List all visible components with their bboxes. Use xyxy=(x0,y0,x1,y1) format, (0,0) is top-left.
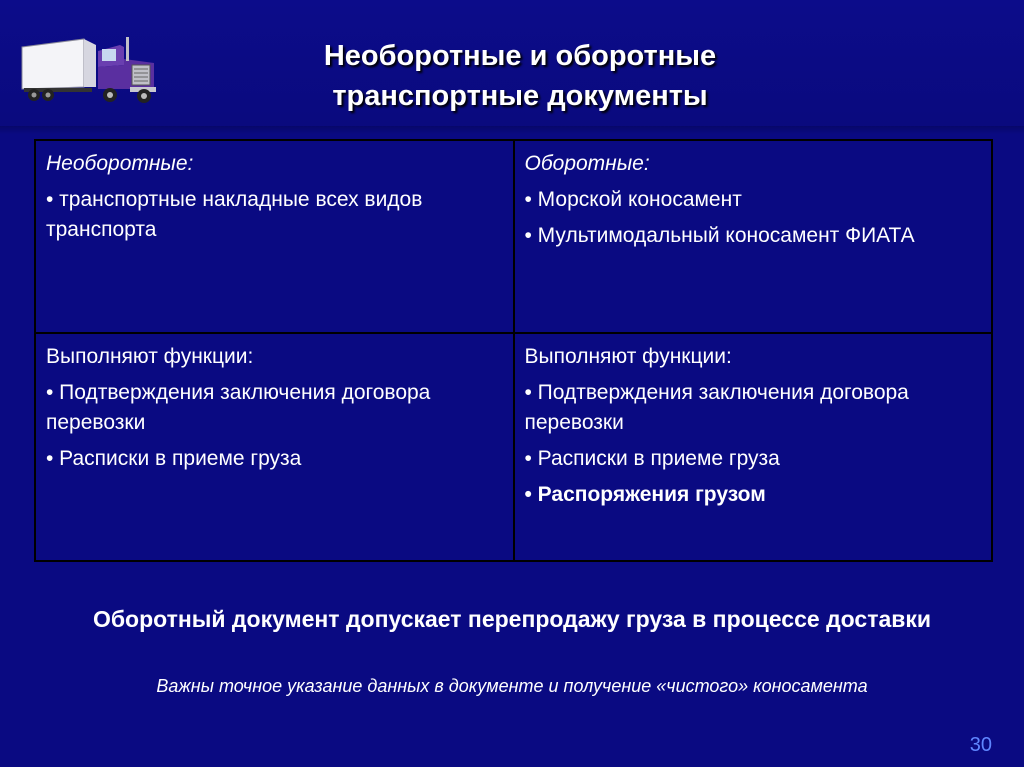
cell-negotiable xyxy=(514,140,993,333)
cell-functions-right xyxy=(514,333,993,561)
list-item: • Расписки в приеме груза xyxy=(524,447,780,470)
list-item: • Подтверждения заключения договора перевозки xyxy=(46,381,431,434)
page-title xyxy=(200,36,840,116)
comparison-table xyxy=(34,139,993,562)
list-item: • Мультимодальный коносамент ФИАТА xyxy=(524,224,915,247)
list-item: • Морской коносамент xyxy=(524,188,742,211)
list-item: • транспортные накладные всех видов транспорта xyxy=(46,188,423,241)
table-row xyxy=(35,333,992,561)
title-line-2: транспортные документы xyxy=(332,80,708,112)
header-divider xyxy=(0,126,1024,134)
cell-non-negotiable xyxy=(35,140,514,333)
cell-heading: Оборотные: xyxy=(524,152,650,175)
truck-icon xyxy=(20,33,160,105)
list-item: • Распоряжения грузом xyxy=(524,483,766,506)
footer-statement: Оборотный документ допускает перепродажу груза в процессе доставки xyxy=(92,606,932,632)
list-item: • Подтверждения заключения договора перевозки xyxy=(524,381,909,434)
cell-functions-left xyxy=(35,333,514,561)
list-item: • Расписки в приеме груза xyxy=(46,447,302,470)
title-line-1: Необоротные и оборотные xyxy=(323,40,717,72)
cell-heading: Выполняют функции: xyxy=(46,345,254,368)
cell-heading: Необоротные: xyxy=(46,152,194,175)
page-number: 30 xyxy=(969,734,992,756)
table-row xyxy=(35,140,992,333)
cell-heading: Выполняют функции: xyxy=(524,345,732,368)
footer-note: Важны точное указание данных в документе и получение «чистого» коносамента xyxy=(156,676,868,696)
